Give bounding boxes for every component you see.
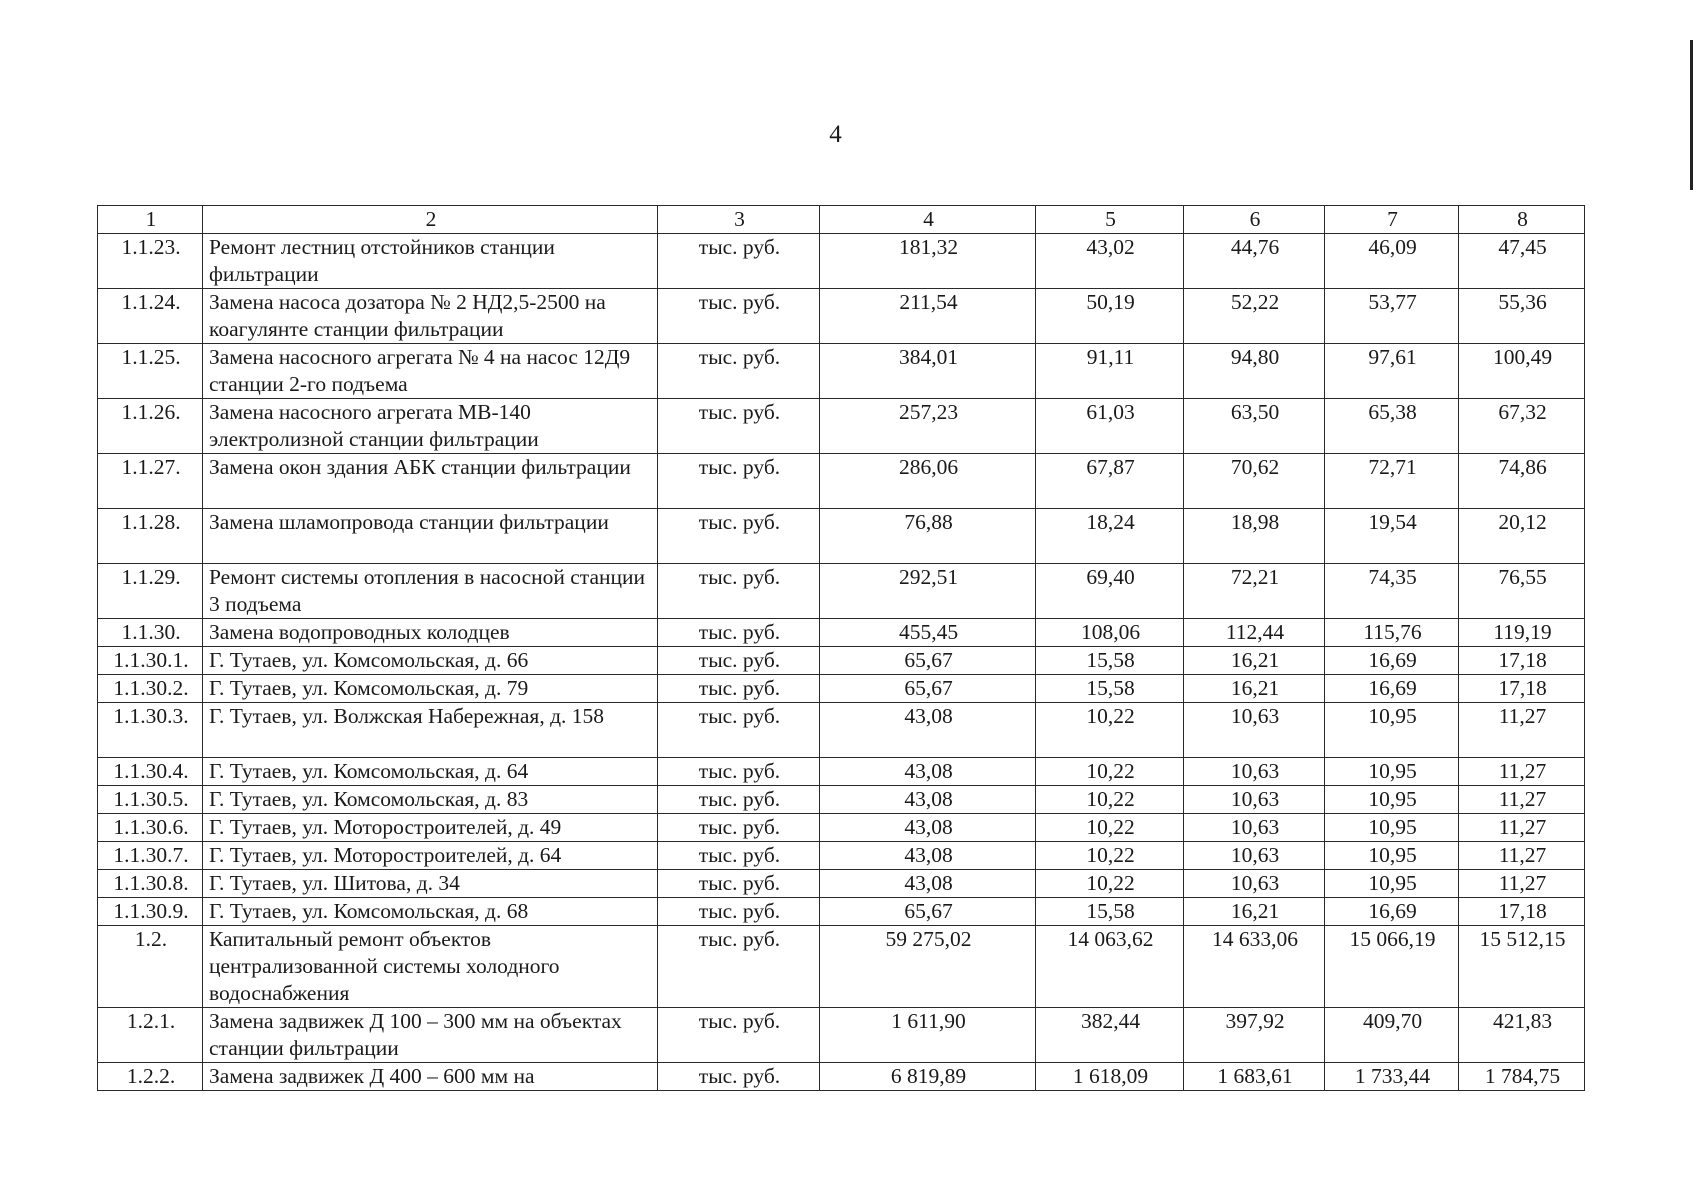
row-unit: тыс. руб. (658, 786, 820, 814)
row-value-col4: 76,88 (820, 509, 1036, 564)
row-value-col5: 15,58 (1036, 647, 1184, 675)
row-value-col6: 10,63 (1184, 703, 1325, 758)
row-value-col5: 91,11 (1036, 344, 1184, 399)
row-value-col8: 1 784,75 (1459, 1063, 1585, 1091)
row-value-col7: 16,69 (1325, 898, 1459, 926)
row-value-col4: 59 275,02 (820, 926, 1036, 1008)
row-value-col6: 397,92 (1184, 1008, 1325, 1063)
row-description: Ремонт системы отопления в насосной станции 3 подъема (203, 564, 658, 619)
row-value-col5: 15,58 (1036, 898, 1184, 926)
row-value-col8: 11,27 (1459, 870, 1585, 898)
table-row (98, 1063, 1585, 1091)
row-description: Замена насоса дозатора № 2 НД2,5-2500 на коагулянте станции фильтрации (203, 289, 658, 344)
row-description: Г. Тутаев, ул. Комсомольская, д. 66 (203, 647, 658, 675)
row-value-col6: 72,21 (1184, 564, 1325, 619)
row-value-col5: 50,19 (1036, 289, 1184, 344)
row-value-col4: 257,23 (820, 399, 1036, 454)
row-number: 1.1.30.2. (98, 675, 203, 703)
row-value-col4: 65,67 (820, 647, 1036, 675)
row-unit: тыс. руб. (658, 564, 820, 619)
row-value-col4: 181,32 (820, 234, 1036, 289)
row-value-col7: 10,95 (1325, 842, 1459, 870)
table-row (98, 786, 1585, 814)
row-description: Г. Тутаев, ул. Комсомольская, д. 64 (203, 758, 658, 786)
row-value-col5: 10,22 (1036, 786, 1184, 814)
row-description: Г. Тутаев, ул. Комсомольская, д. 79 (203, 675, 658, 703)
row-value-col6: 16,21 (1184, 898, 1325, 926)
row-value-col7: 97,61 (1325, 344, 1459, 399)
row-description: Г. Тутаев, ул. Комсомольская, д. 83 (203, 786, 658, 814)
row-value-col4: 43,08 (820, 758, 1036, 786)
row-unit: тыс. руб. (658, 289, 820, 344)
row-value-col6: 18,98 (1184, 509, 1325, 564)
row-number: 1.1.26. (98, 399, 203, 454)
header-cell-7: 7 (1325, 206, 1459, 234)
row-value-col4: 286,06 (820, 454, 1036, 509)
row-number: 1.1.30.9. (98, 898, 203, 926)
row-unit: тыс. руб. (658, 703, 820, 758)
row-description: Г. Тутаев, ул. Шитова, д. 34 (203, 870, 658, 898)
row-value-col5: 1 618,09 (1036, 1063, 1184, 1091)
cost-table (97, 205, 1585, 1091)
row-value-col5: 382,44 (1036, 1008, 1184, 1063)
row-unit: тыс. руб. (658, 399, 820, 454)
row-number: 1.1.25. (98, 344, 203, 399)
row-value-col4: 65,67 (820, 675, 1036, 703)
row-value-col4: 43,08 (820, 842, 1036, 870)
row-value-col8: 47,45 (1459, 234, 1585, 289)
row-description: Ремонт лестниц отстойников станции фильтрации (203, 234, 658, 289)
page-number: 4 (829, 121, 842, 148)
row-unit: тыс. руб. (658, 454, 820, 509)
row-description: Замена шламопровода станции фильтрации (203, 509, 658, 564)
row-value-col6: 1 683,61 (1184, 1063, 1325, 1091)
table-row (98, 926, 1585, 1008)
row-number: 1.1.30.5. (98, 786, 203, 814)
row-value-col5: 61,03 (1036, 399, 1184, 454)
row-value-col5: 10,22 (1036, 703, 1184, 758)
row-value-col6: 10,63 (1184, 786, 1325, 814)
row-value-col7: 10,95 (1325, 814, 1459, 842)
row-value-col7: 53,77 (1325, 289, 1459, 344)
row-number: 1.1.29. (98, 564, 203, 619)
row-unit: тыс. руб. (658, 509, 820, 564)
row-value-col5: 14 063,62 (1036, 926, 1184, 1008)
table-row (98, 619, 1585, 647)
row-value-col5: 18,24 (1036, 509, 1184, 564)
row-value-col6: 44,76 (1184, 234, 1325, 289)
row-value-col6: 52,22 (1184, 289, 1325, 344)
row-value-col8: 55,36 (1459, 289, 1585, 344)
row-value-col6: 14 633,06 (1184, 926, 1325, 1008)
header-cell-2: 2 (203, 206, 658, 234)
row-value-col6: 10,63 (1184, 842, 1325, 870)
row-value-col7: 15 066,19 (1325, 926, 1459, 1008)
row-value-col4: 1 611,90 (820, 1008, 1036, 1063)
row-value-col7: 74,35 (1325, 564, 1459, 619)
row-value-col4: 455,45 (820, 619, 1036, 647)
row-unit: тыс. руб. (658, 675, 820, 703)
row-value-col4: 384,01 (820, 344, 1036, 399)
row-value-col4: 292,51 (820, 564, 1036, 619)
table-row (98, 814, 1585, 842)
table-row (98, 289, 1585, 344)
header-cell-5: 5 (1036, 206, 1184, 234)
row-value-col6: 70,62 (1184, 454, 1325, 509)
table-row (98, 842, 1585, 870)
row-value-col6: 10,63 (1184, 758, 1325, 786)
row-value-col7: 10,95 (1325, 758, 1459, 786)
row-number: 1.1.24. (98, 289, 203, 344)
row-number: 1.2.1. (98, 1008, 203, 1063)
table-row (98, 564, 1585, 619)
row-value-col8: 11,27 (1459, 786, 1585, 814)
table-row (98, 758, 1585, 786)
row-description: Замена задвижек Д 100 – 300 мм на объектах станции фильтрации (203, 1008, 658, 1063)
row-value-col7: 115,76 (1325, 619, 1459, 647)
row-number: 1.1.30.6. (98, 814, 203, 842)
table-row (98, 509, 1585, 564)
row-value-col8: 17,18 (1459, 898, 1585, 926)
table-row (98, 647, 1585, 675)
row-value-col6: 10,63 (1184, 814, 1325, 842)
table-row (98, 344, 1585, 399)
row-value-col6: 16,21 (1184, 647, 1325, 675)
row-value-col7: 46,09 (1325, 234, 1459, 289)
row-description: Замена насосного агрегата № 4 на насос 12Д9 станции 2-го подъема (203, 344, 658, 399)
row-value-col8: 17,18 (1459, 647, 1585, 675)
row-value-col4: 43,08 (820, 703, 1036, 758)
scan-edge-mark (1690, 40, 1693, 190)
row-value-col6: 10,63 (1184, 870, 1325, 898)
row-value-col8: 74,86 (1459, 454, 1585, 509)
row-value-col8: 119,19 (1459, 619, 1585, 647)
row-number: 1.1.30.1. (98, 647, 203, 675)
header-cell-8: 8 (1459, 206, 1585, 234)
row-unit: тыс. руб. (658, 814, 820, 842)
row-description: Замена окон здания АБК станции фильтрации (203, 454, 658, 509)
row-number: 1.2.2. (98, 1063, 203, 1091)
row-unit: тыс. руб. (658, 1008, 820, 1063)
row-value-col8: 17,18 (1459, 675, 1585, 703)
table-row (98, 675, 1585, 703)
header-row (98, 206, 1585, 234)
row-value-col7: 10,95 (1325, 870, 1459, 898)
row-value-col7: 65,38 (1325, 399, 1459, 454)
row-unit: тыс. руб. (658, 898, 820, 926)
row-value-col8: 421,83 (1459, 1008, 1585, 1063)
row-value-col8: 67,32 (1459, 399, 1585, 454)
row-value-col8: 20,12 (1459, 509, 1585, 564)
row-value-col4: 6 819,89 (820, 1063, 1036, 1091)
row-value-col5: 69,40 (1036, 564, 1184, 619)
header-cell-4: 4 (820, 206, 1036, 234)
row-number: 1.1.27. (98, 454, 203, 509)
row-description: Г. Тутаев, ул. Моторостроителей, д. 64 (203, 842, 658, 870)
row-unit: тыс. руб. (658, 870, 820, 898)
row-value-col8: 76,55 (1459, 564, 1585, 619)
table-row (98, 898, 1585, 926)
row-value-col7: 10,95 (1325, 786, 1459, 814)
row-value-col6: 16,21 (1184, 675, 1325, 703)
table-body (98, 206, 1585, 1091)
row-unit: тыс. руб. (658, 647, 820, 675)
row-value-col7: 19,54 (1325, 509, 1459, 564)
row-value-col4: 65,67 (820, 898, 1036, 926)
table-row (98, 1008, 1585, 1063)
table-row (98, 703, 1585, 758)
row-value-col6: 94,80 (1184, 344, 1325, 399)
row-unit: тыс. руб. (658, 344, 820, 399)
row-description: Г. Тутаев, ул. Комсомольская, д. 68 (203, 898, 658, 926)
row-description: Г. Тутаев, ул. Моторостроителей, д. 49 (203, 814, 658, 842)
row-description: Замена насосного агрегата МВ-140 электролизной станции фильтрации (203, 399, 658, 454)
row-number: 1.1.30.4. (98, 758, 203, 786)
row-value-col5: 67,87 (1036, 454, 1184, 509)
header-cell-1: 1 (98, 206, 203, 234)
row-value-col7: 1 733,44 (1325, 1063, 1459, 1091)
header-cell-3: 3 (658, 206, 820, 234)
row-value-col7: 10,95 (1325, 703, 1459, 758)
row-unit: тыс. руб. (658, 758, 820, 786)
row-number: 1.1.30. (98, 619, 203, 647)
row-value-col5: 108,06 (1036, 619, 1184, 647)
row-value-col8: 11,27 (1459, 703, 1585, 758)
table-row (98, 234, 1585, 289)
row-number: 1.1.30.3. (98, 703, 203, 758)
row-value-col5: 43,02 (1036, 234, 1184, 289)
row-unit: тыс. руб. (658, 842, 820, 870)
row-description: Капитальный ремонт объектов централизованной системы холодного водоснабжения (203, 926, 658, 1008)
row-value-col5: 15,58 (1036, 675, 1184, 703)
row-value-col8: 11,27 (1459, 842, 1585, 870)
row-description: Замена задвижек Д 400 – 600 мм на (203, 1063, 658, 1091)
row-value-col8: 11,27 (1459, 814, 1585, 842)
row-description: Замена водопроводных колодцев (203, 619, 658, 647)
row-value-col4: 43,08 (820, 870, 1036, 898)
row-value-col5: 10,22 (1036, 842, 1184, 870)
row-value-col7: 72,71 (1325, 454, 1459, 509)
row-number: 1.2. (98, 926, 203, 1008)
row-value-col8: 100,49 (1459, 344, 1585, 399)
row-unit: тыс. руб. (658, 1063, 820, 1091)
row-number: 1.1.23. (98, 234, 203, 289)
row-value-col5: 10,22 (1036, 758, 1184, 786)
row-unit: тыс. руб. (658, 234, 820, 289)
row-number: 1.1.30.8. (98, 870, 203, 898)
row-unit: тыс. руб. (658, 619, 820, 647)
row-value-col4: 43,08 (820, 814, 1036, 842)
row-unit: тыс. руб. (658, 926, 820, 1008)
row-value-col4: 211,54 (820, 289, 1036, 344)
row-number: 1.1.30.7. (98, 842, 203, 870)
row-value-col5: 10,22 (1036, 870, 1184, 898)
row-description: Г. Тутаев, ул. Волжская Набережная, д. 158 (203, 703, 658, 758)
table-row (98, 870, 1585, 898)
table-row (98, 454, 1585, 509)
row-value-col7: 409,70 (1325, 1008, 1459, 1063)
row-value-col4: 43,08 (820, 786, 1036, 814)
row-value-col6: 63,50 (1184, 399, 1325, 454)
row-value-col6: 112,44 (1184, 619, 1325, 647)
table-row (98, 399, 1585, 454)
row-value-col7: 16,69 (1325, 675, 1459, 703)
row-value-col8: 11,27 (1459, 758, 1585, 786)
row-value-col7: 16,69 (1325, 647, 1459, 675)
header-cell-6: 6 (1184, 206, 1325, 234)
row-value-col8: 15 512,15 (1459, 926, 1585, 1008)
row-value-col5: 10,22 (1036, 814, 1184, 842)
row-number: 1.1.28. (98, 509, 203, 564)
